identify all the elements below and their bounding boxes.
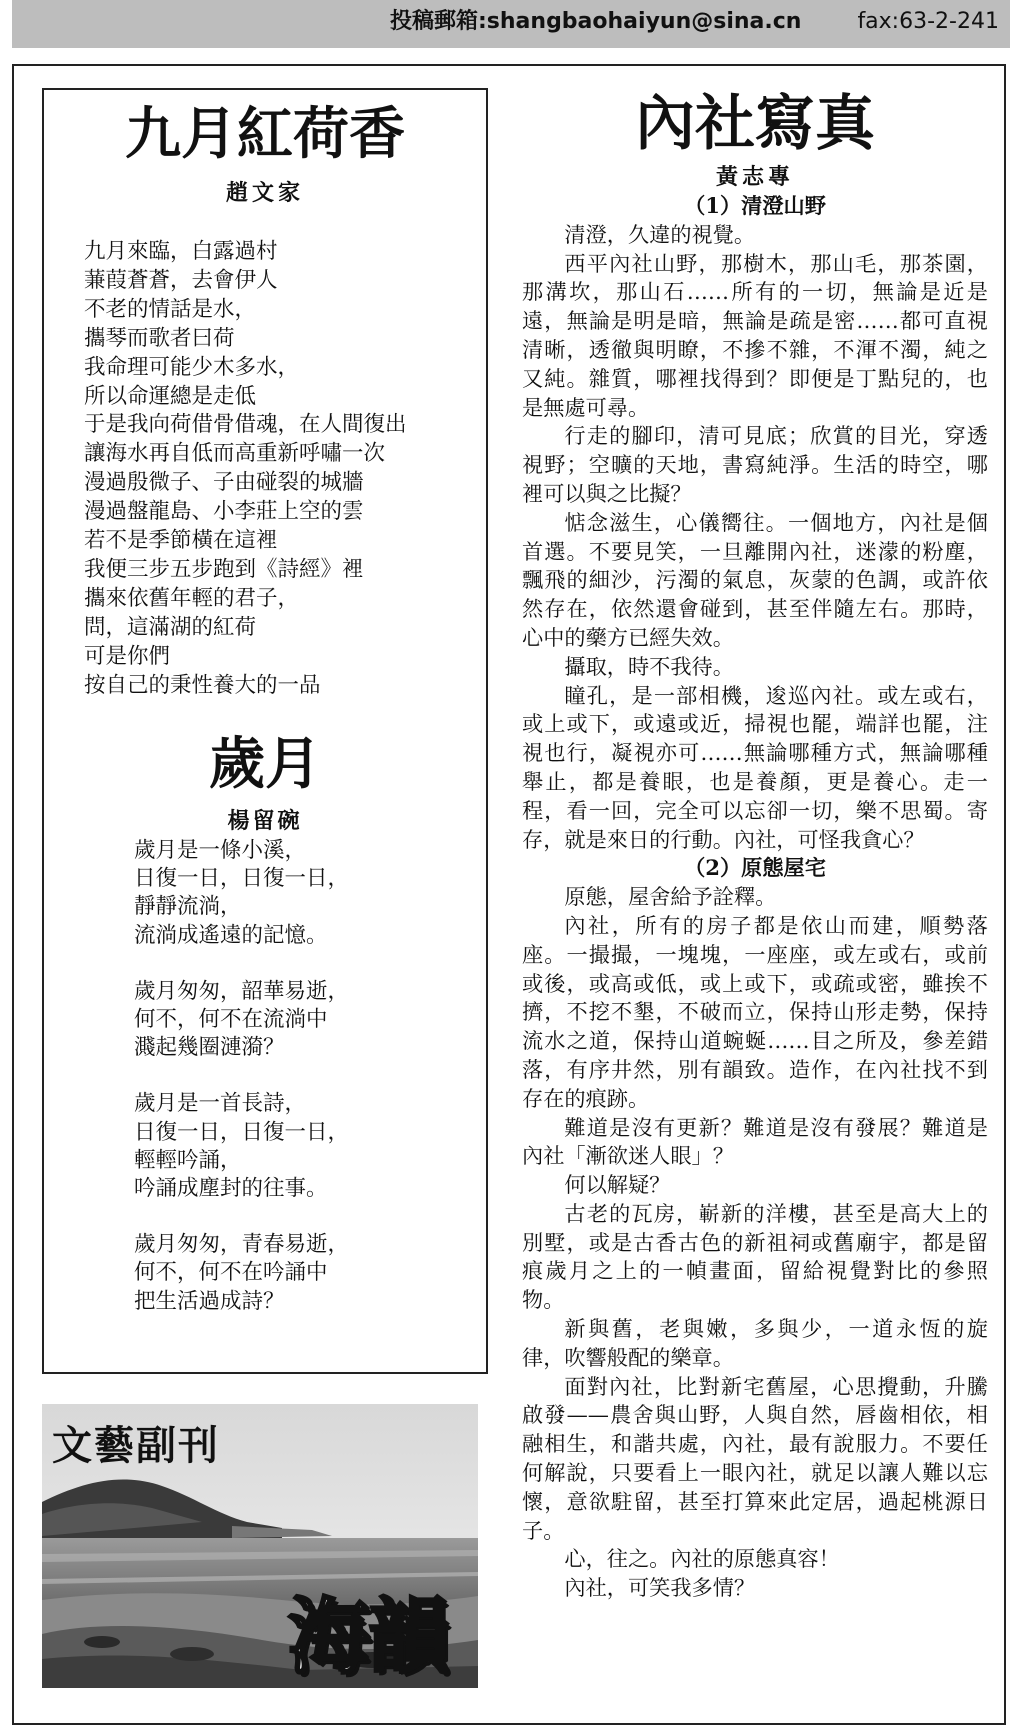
article-paragraph: 內社，所有的房子都是依山而建，順勢落座。一撮撮，一塊塊，一座座，或左或右，或前或後，或高或低，或上或下，或疏或密，雖挨不擠，不挖不墾，不破而立，保持山形走勢，保持流水之道，保持山道蜿蜒……目之所及，參差錯落，有序井然，別有韻致。造作，在內社找不到存在的痕跡。: [522, 912, 988, 1111]
banner-label: 文藝副刊: [52, 1423, 220, 1469]
poem2-line: 日復一日，日復一日，: [134, 866, 350, 892]
article-body: [522, 192, 988, 1603]
poem1-line: 不老的情話是水，: [84, 296, 257, 322]
poem2-stanza: [134, 1231, 484, 1316]
article-paragraph: 內社，可笑我多情？: [564, 1575, 756, 1601]
article-section-heading: （1）清澄山野: [684, 193, 826, 218]
poem1-line: 攜來依舊年輕的君子，: [84, 585, 300, 611]
poem1-line: 所以命運總是走低: [84, 383, 257, 409]
header-email: 投稿郵箱:shangbaohaiyun@sina.cn: [390, 9, 802, 34]
poem1-line: 我便三步五步跑到《詩經》裡: [84, 556, 364, 582]
article-paragraph: 心，往之。內社的原態真容！: [564, 1546, 840, 1572]
poem1-line: 九月來臨，白露過村: [84, 239, 278, 264]
poem1-line: 于是我向荷借骨借魂，在人間復出: [84, 412, 407, 438]
poem1-author: 趙文家: [225, 180, 304, 206]
section-banner-photo: [42, 1404, 478, 1688]
poem1-line: 讓海水再自低而高重新呼嘯一次: [84, 441, 386, 467]
poem2-line: 何不，何不在吟誦中: [134, 1260, 328, 1286]
article-paragraph: 新與舊，老與嫩，多與少，一道永恆的旋律，吹響般配的樂章。: [522, 1316, 988, 1370]
poem2-stanza: [134, 837, 484, 950]
article-paragraph: 原態，屋舍給予詮釋。: [564, 884, 777, 910]
poem2-author: 楊留碗: [227, 808, 303, 834]
article-paragraph: 清澄，久違的視覺。: [564, 221, 756, 247]
poem2-line: 歲月是一條小溪，: [134, 838, 307, 863]
poem2-body: [134, 837, 484, 1344]
poem2-line: 靜靜流淌，: [134, 894, 242, 920]
article-paragraph: 難道是沒有更新？難道是沒有發展？難道是內社「漸欲迷人眼」？: [522, 1114, 988, 1169]
poem1-line: 按自己的秉性養大的一品: [84, 672, 321, 698]
article-section-heading: （2）原態屋宅: [684, 855, 826, 881]
poem2-line: 把生活過成詩？: [134, 1288, 285, 1314]
poem1-line: 漫過盤龍島、小李莊上空的雲: [84, 499, 364, 525]
poem2-line: 日復一日，日復一日，: [134, 1119, 350, 1145]
article-paragraph: 西平內社山野，那樹木，那山毛，那茶園，那溝坎，那山石……所有的一切，無論是近是遠，無論是明是暗，無論是疏是密……都可直視清晰，透徹與明瞭，不摻不雜，不渾不濁，純之又純。雜質，哪裡找得到？即便是丁點兒的，也是無處可尋。: [522, 250, 988, 420]
poem2-stanza: [134, 978, 484, 1063]
article-paragraph: 何以解疑？: [564, 1172, 671, 1198]
poem2-line: 流淌成遙遠的記憶。: [134, 922, 328, 948]
poem1-line: 攜琴而歌者曰荷: [84, 325, 235, 351]
article-paragraph: 惦念滋生，心儀嚮往。一個地方，內社是個首選。不要見笑，一旦離開內社，迷濛的粉塵，飄飛的細沙，污濁的氣息，灰蒙的色調，或許依然存在，依然還會碰到，甚至伴隨左右。那時，心中的藥方已經失效。: [522, 509, 988, 650]
poem2-title: 歲月: [209, 732, 321, 797]
poem1-line: 問，這滿湖的紅荷: [84, 614, 257, 640]
poem2-line: 輕輕吟誦，: [134, 1147, 242, 1173]
poem2-line: 何不，何不在流淌中: [134, 1007, 328, 1033]
poem1-body: [84, 238, 484, 701]
poem1-title: 九月紅荷香: [125, 102, 405, 167]
article-title: 內社寫真: [635, 89, 875, 159]
poem1-line: 我命理可能少木多水，: [84, 354, 300, 380]
article-paragraph: 古老的瓦房，嶄新的洋樓，甚至是高大上的別墅，或是古香古色的新祖祠或舊廟宇，都是留痕歲月之上的一幀畫面，留給視覺對比的參照物。: [522, 1200, 988, 1313]
article-paragraph: 攝取，時不我待。: [564, 653, 734, 679]
poem2-line: 歲月匆匆，韶華易逝，: [134, 978, 350, 1004]
poem1-line: 若不是季節橫在這裡: [84, 528, 278, 554]
article-paragraph: 瞳孔，是一部相機，逡巡內社。或左或右，或上或下，或遠或近，掃視也罷，端詳也罷，注視也行，凝視亦可……無論哪種方式，無論哪種舉止，都是養眼，也是養顏，更是養心。走一程，看一回，完全可以忘卻一切，樂不思蜀。寄存，就是來日的行動。內社，可怪我貪心？: [522, 682, 988, 852]
poem2-line: 吟誦成塵封的往事。: [134, 1176, 328, 1202]
poem2-line: 歲月匆匆，青春易逝，: [134, 1232, 350, 1258]
poem1-line: 蒹葭蒼蒼，去會伊人: [84, 267, 278, 293]
article-author: 黃志專: [715, 164, 794, 190]
header-fax: fax:63-2-241: [857, 9, 999, 34]
article-paragraph: 面對內社，比對新宅舊屋，心思攪動，升騰啟發——農舍與山野，人與自然，唇齒相依，相融相生，和諧共處，內社，最有說服力。不要任何解說，只要看上一眼內社，就足以讓人難以忘懷，意欲駐留，甚至打算來此定居，過起桃源日子。: [522, 1373, 988, 1543]
poem2-line: 歲月是一首長詩，: [134, 1091, 307, 1117]
poem1-line: 可是你們: [84, 643, 171, 669]
poem2-stanza: [134, 1090, 484, 1203]
header-contact: [390, 4, 1010, 35]
banner-logo: 海韻: [288, 1590, 449, 1685]
poem2-line: 濺起幾圈漣漪？: [134, 1035, 285, 1061]
article-paragraph: 行走的腳印，清可見底；欣賞的目光，穿透視野；空曠的天地，書寫純淨。生活的時空，哪裡可以與之比擬？: [522, 423, 988, 506]
poem1-line: 漫過殷微子、子由碰裂的城牆: [84, 470, 364, 496]
